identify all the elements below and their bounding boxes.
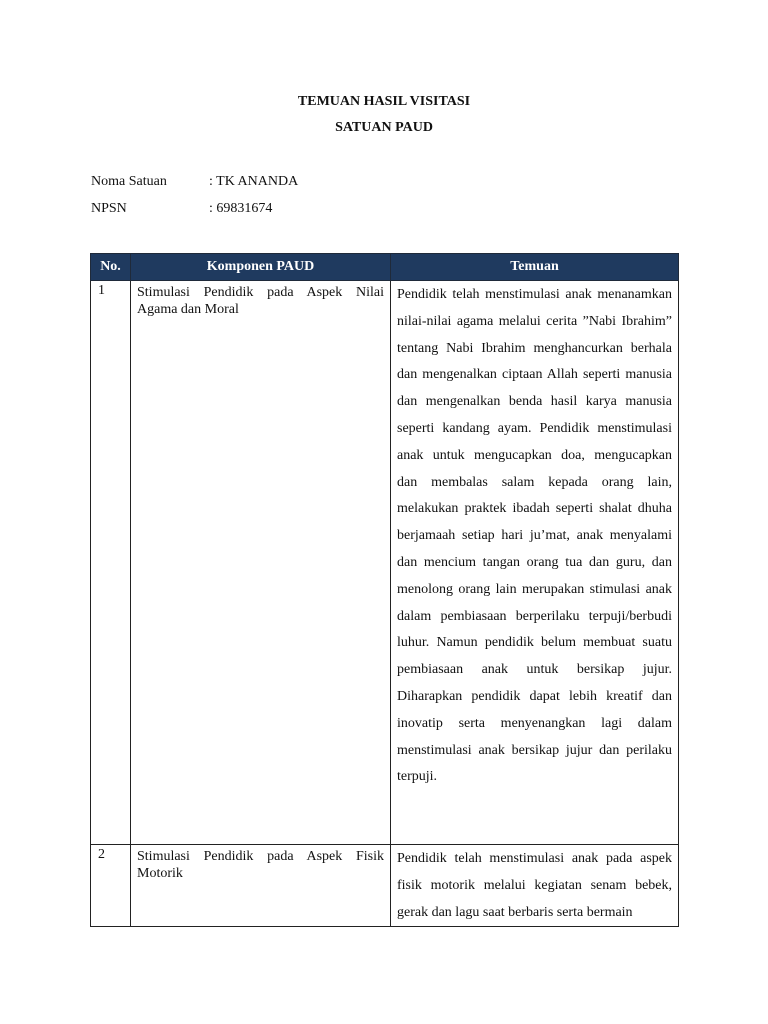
row-number: 2 bbox=[91, 845, 131, 927]
npsn-label: NPSN bbox=[91, 201, 127, 216]
row-temuan: Pendidik telah menstimulasi anak pada aspek fisik motorik melalui kegiatan senam bebek, gerak dan lagu saat berbaris serta bermain bbox=[391, 845, 679, 927]
findings-table bbox=[90, 253, 679, 927]
info-row-npsn bbox=[91, 201, 272, 217]
row-temuan: Pendidik telah menstimulasi anak menanamkan nilai-nilai agama melalui cerita ”Nabi Ibrahim” tentang Nabi Ibrahim menghancurkan berhala dan mengenalkan ciptaan Allah seperti manusia dan mengenalkan benda hasil karya manusia seperti kandang ayam. Pendidik menstimulasi anak untuk mengucapkan doa, mengucapkan dan membalas salam kepada orang lain, melakukan praktek ibadah seperti shalat dhuha berjamaah setiap hari ju’mat, anak menyalami dan mencium tangan orang tua dan guru, dan menolong orang lain merupakan stimulasi anak dalam pembiasaan berperilaku terpuji/berbudi luhur. Namun pendidik belum membuat suatu pembiasaan anak untuk bersikap jujur. Diharapkan pendidik dapat lebih kreatif dan inovatip serta menyenangkan lagi dalam menstimulasi anak bersikap jujur dan perilaku terpuji. bbox=[391, 281, 679, 845]
row-komponen: Stimulasi Pendidik pada Aspek Nilai Agama dan Moral bbox=[131, 281, 391, 845]
table-header-row bbox=[91, 254, 679, 281]
name-label: Noma Satuan bbox=[91, 174, 167, 189]
name-value: : TK ANANDA bbox=[209, 174, 299, 189]
npsn-value: : 69831674 bbox=[209, 201, 273, 216]
table-row bbox=[91, 845, 679, 927]
document-title: TEMUAN HASIL VISITASI bbox=[297, 94, 471, 109]
row-komponen: Stimulasi Pendidik pada Aspek Fisik Motorik bbox=[131, 845, 391, 927]
table-row bbox=[91, 281, 679, 845]
info-row-name bbox=[91, 174, 298, 190]
header-temuan: Temuan bbox=[391, 254, 679, 281]
document-subtitle: SATUAN PAUD bbox=[335, 120, 433, 135]
header-komponen: Komponen PAUD bbox=[131, 254, 391, 281]
row-number: 1 bbox=[91, 281, 131, 845]
header-no: No. bbox=[91, 254, 131, 281]
